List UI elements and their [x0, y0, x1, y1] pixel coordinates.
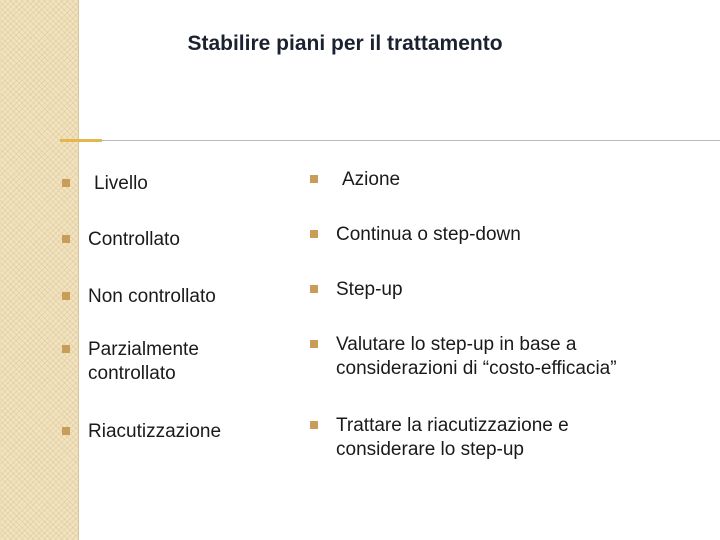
- bullet-icon: [62, 235, 70, 243]
- bullet-icon: [310, 421, 318, 429]
- header-label: Azione: [342, 169, 401, 190]
- bullet-icon: [310, 175, 318, 183]
- decorative-side-band: [0, 0, 79, 540]
- bullet-icon: [62, 427, 70, 435]
- level-item: [62, 228, 282, 252]
- divider-line: [100, 140, 720, 141]
- action-label: Continua o step-down: [336, 224, 521, 245]
- action-label: Valutare lo step-up in base a considerazioni di “costo-efficacia”: [336, 334, 617, 379]
- action-item: [310, 414, 640, 462]
- level-label: Controllato: [88, 229, 180, 250]
- action-item: [310, 223, 710, 247]
- level-label: Parzialmente controllato: [88, 339, 199, 384]
- level-item: [62, 420, 282, 444]
- level-item: [62, 285, 282, 309]
- bullet-icon: [310, 230, 318, 238]
- action-label: Step-up: [336, 279, 403, 300]
- slide-title: Stabilire piani per il trattamento: [187, 32, 503, 55]
- bullet-icon: [62, 179, 70, 187]
- level-label: Non controllato: [88, 286, 216, 307]
- action-item: [310, 278, 710, 302]
- right-column-header: [310, 168, 400, 192]
- bullet-icon: [62, 292, 70, 300]
- bullet-icon: [310, 285, 318, 293]
- accent-divider: [60, 139, 102, 142]
- bullet-icon: [62, 345, 70, 353]
- bullet-icon: [310, 340, 318, 348]
- action-item: [310, 333, 680, 381]
- left-column-header: [62, 172, 148, 196]
- level-item: [62, 338, 262, 386]
- action-label: Trattare la riacutizzazione e considerare lo step-up: [336, 415, 569, 460]
- header-label: Livello: [94, 173, 148, 194]
- level-label: Riacutizzazione: [88, 421, 222, 442]
